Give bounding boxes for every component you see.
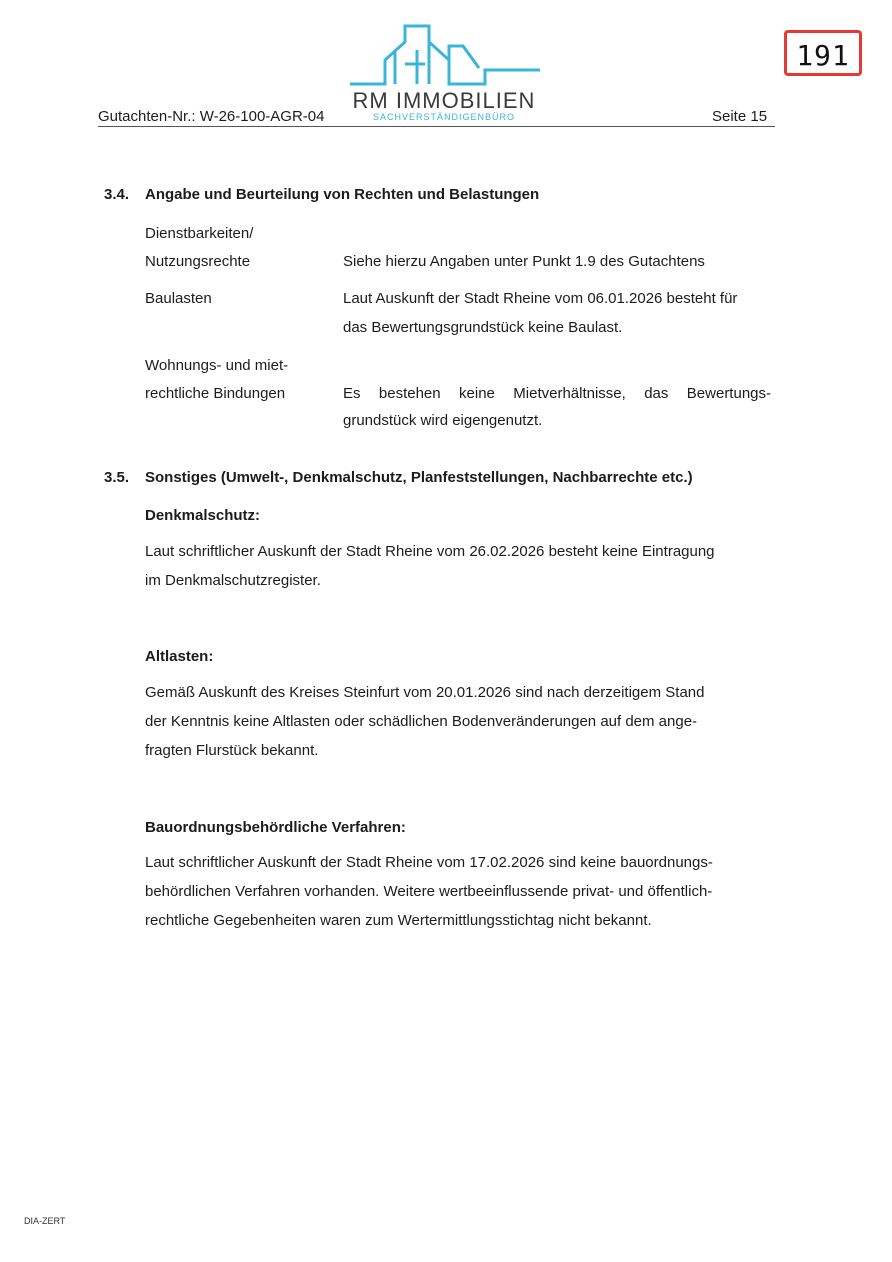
section-number: 3.5. xyxy=(104,469,130,486)
row-value: Es bestehen keine Mietverhältnisse, das Bewertungs- xyxy=(343,385,771,402)
subsection-line: fragten Flurstück bekannt. xyxy=(145,742,319,759)
company-logo-icon xyxy=(345,20,545,86)
footer-mark: DIA-ZERT xyxy=(24,1216,66,1226)
page-number: Seite 15 xyxy=(712,108,768,125)
subsection-line: im Denkmalschutzregister. xyxy=(145,572,321,589)
subsection-line: rechtliche Gegebenheiten waren zum Wertermittlungsstichtag nicht bekannt. xyxy=(145,912,652,929)
report-number: Gutachten-Nr.: W-26-100-AGR-04 xyxy=(98,108,325,125)
row-label: Dienstbarkeiten/ xyxy=(145,225,254,242)
logo-name: RM IMMOBILIEN xyxy=(352,88,536,113)
logo-subtitle: SACHVERSTÄNDIGENBÜRO xyxy=(372,112,516,122)
section-title: Angabe und Beurteilung von Rechten und Belastungen xyxy=(145,186,540,203)
subsection-heading: Denkmalschutz: xyxy=(145,507,261,524)
subsection-line: Laut schriftlicher Auskunft der Stadt Rheine vom 26.02.2026 besteht keine Eintragung xyxy=(145,543,715,560)
header-divider xyxy=(98,126,775,127)
row-label: Nutzungsrechte xyxy=(145,253,251,270)
row-label: Wohnungs- und miet- xyxy=(145,357,289,374)
row-value: das Bewertungsgrundstück keine Baulast. xyxy=(343,319,623,336)
section-title: Sonstiges (Umwelt-, Denkmalschutz, Planfeststellungen, Nachbarrechte etc.) xyxy=(145,469,693,486)
stamp-number: 191 xyxy=(796,39,850,72)
subsection-heading: Altlasten: xyxy=(145,648,214,665)
subsection-line: Gemäß Auskunft des Kreises Steinfurt vom 20.01.2026 sind nach derzeitigem Stand xyxy=(145,684,705,701)
section-number: 3.4. xyxy=(104,186,130,203)
row-value: grundstück wird eigengenutzt. xyxy=(343,412,543,429)
page-stamp xyxy=(784,30,862,76)
subsection-line: der Kenntnis keine Altlasten oder schädlichen Bodenveränderungen auf dem ange- xyxy=(145,713,698,730)
subsection-heading: Bauordnungsbehördliche Verfahren: xyxy=(145,819,406,836)
row-value: Laut Auskunft der Stadt Rheine vom 06.01.2026 besteht für xyxy=(343,290,738,307)
subsection-line: Laut schriftlicher Auskunft der Stadt Rheine vom 17.02.2026 sind keine bauordnungs- xyxy=(145,854,713,871)
subsection-line: behördlichen Verfahren vorhanden. Weitere wertbeeinflussende privat- und öffentlich- xyxy=(145,883,713,900)
row-value: Siehe hierzu Angaben unter Punkt 1.9 des Gutachtens xyxy=(343,253,705,270)
row-label: rechtliche Bindungen xyxy=(145,385,286,402)
row-label: Baulasten xyxy=(145,290,212,307)
